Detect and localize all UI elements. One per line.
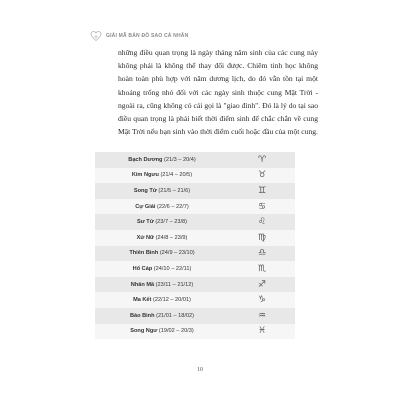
zodiac-row	[95, 246, 295, 262]
zodiac-row	[95, 261, 295, 277]
leo-icon: ♌︎	[229, 214, 295, 230]
zodiac-sign-name: Hổ Cáp	[132, 265, 153, 272]
zodiac-sign-cell	[95, 277, 229, 293]
running-header	[90, 30, 188, 42]
heart-logo-icon	[90, 30, 102, 42]
zodiac-row	[95, 214, 295, 230]
zodiac-sign-cell	[95, 308, 229, 324]
zodiac-date-range: (19/02 – 20/3)	[158, 328, 194, 335]
sagittarius-icon: ♐︎	[229, 277, 295, 293]
capricorn-icon: ♑︎	[229, 292, 295, 308]
body-paragraph: những điều quan trọng là ngày tháng năm sinh của các cung này không phải là không thể thay đổi được. Chiêm tinh học không hoàn toàn phù hợp với năm dương lịch, do đó vẫn tồn tại một khoảng trống nhỏ đối với các ngày sinh thuộc cung Mặt Trời - ngoài ra, cũng không có cái gọi là "giao đỉnh". Đó là lý do tại sao điều quan trọng là phải biết thời điểm sinh để chắc chắn về cung Mặt Trời nếu bạn sinh vào thời điểm cuối hoặc đầu của một cung.	[118, 48, 318, 137]
zodiac-sign-name: Cự Giải	[135, 203, 156, 210]
zodiac-row	[95, 292, 295, 308]
zodiac-sign-name: Xử Nữ	[136, 234, 155, 241]
zodiac-sign-cell	[95, 246, 229, 262]
zodiac-sign-cell	[95, 261, 229, 277]
gemini-icon: ♊︎	[229, 183, 295, 199]
zodiac-sign-name: Bạch Dương	[128, 156, 163, 163]
zodiac-row	[95, 168, 295, 184]
zodiac-row	[95, 183, 295, 199]
zodiac-date-range: (23/7 – 23/8)	[155, 219, 188, 226]
zodiac-row	[95, 277, 295, 293]
zodiac-date-range: (21/5 – 21/6)	[158, 187, 191, 194]
zodiac-sign-name: Nhân Mã	[130, 281, 155, 288]
zodiac-date-range: (24/8 – 23/9)	[155, 234, 188, 241]
zodiac-sign-name: Thiên Bình	[129, 250, 159, 257]
zodiac-date-range: (22/12 – 20/01)	[152, 297, 191, 304]
zodiac-sign-cell	[95, 199, 229, 215]
zodiac-sign-name: Song Tử	[133, 187, 157, 194]
zodiac-table	[95, 152, 295, 339]
zodiac-sign-cell	[95, 152, 229, 168]
scorpio-icon: ♏︎	[229, 261, 295, 277]
zodiac-row	[95, 230, 295, 246]
zodiac-date-range: (21/01 – 18/02)	[156, 312, 195, 319]
zodiac-date-range: (23/11 – 21/12)	[155, 281, 194, 288]
zodiac-date-range: (21/4 – 20/5)	[160, 172, 193, 179]
taurus-icon: ♉︎	[229, 168, 295, 184]
zodiac-row	[95, 199, 295, 215]
aquarius-icon: ♒︎	[229, 308, 295, 324]
virgo-icon: ♍︎	[229, 230, 295, 246]
zodiac-sign-name: Song Ngư	[130, 328, 158, 335]
page-number: 10	[197, 367, 203, 373]
zodiac-sign-name: Sư Tử	[136, 219, 154, 226]
zodiac-sign-name: Kim Ngưu	[131, 172, 159, 179]
zodiac-sign-cell	[95, 168, 229, 184]
zodiac-sign-name: Ma Kết	[133, 297, 152, 304]
zodiac-sign-cell	[95, 214, 229, 230]
aries-icon: ♈︎	[229, 152, 295, 168]
zodiac-row	[95, 152, 295, 168]
libra-icon: ♎︎	[229, 246, 295, 262]
zodiac-date-range: (22/6 – 22/7)	[157, 203, 189, 210]
zodiac-date-range: (24/10 – 22/11)	[153, 265, 192, 272]
zodiac-sign-cell	[95, 324, 229, 340]
zodiac-sign-cell	[95, 230, 229, 246]
zodiac-date-range: (21/3 – 20/4)	[163, 156, 196, 163]
header-title: GIẢI MÃ BẢN ĐỒ SAO CÁ NHÂN	[106, 33, 189, 39]
zodiac-sign-cell	[95, 292, 229, 308]
cancer-icon: ♋︎	[229, 199, 295, 215]
zodiac-sign-cell	[95, 183, 229, 199]
pisces-icon: ♓︎	[229, 324, 295, 340]
zodiac-date-range: (24/9 – 23/10)	[159, 250, 195, 257]
zodiac-row	[95, 324, 295, 340]
zodiac-row	[95, 308, 295, 324]
zodiac-sign-name: Bảo Bình	[129, 312, 155, 319]
